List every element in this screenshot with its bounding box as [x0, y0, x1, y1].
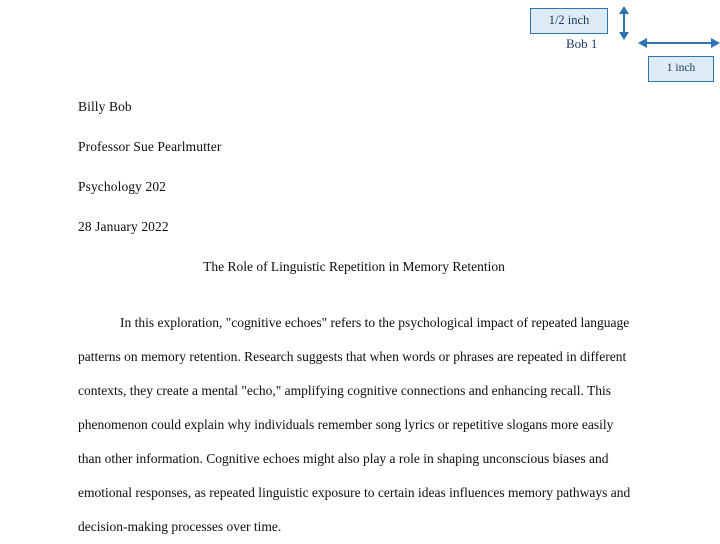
running-head: Bob 1: [566, 36, 598, 51]
callout-half-inch: 1/2 inch: [530, 8, 608, 34]
horizontal-double-arrow-icon: [638, 34, 720, 52]
callout-one-inch: 1 inch: [648, 56, 714, 82]
body-paragraph[interactable]: [78, 306, 636, 544]
heading-line-date: 28 January 2022: [78, 219, 169, 234]
heading-line-course: Psychology 202: [78, 179, 167, 194]
body-paragraph-text: In this exploration, "cognitive echoes" refers to the psychological impact of repeated language patterns on memory retention. Research suggests that when words or phrases are repeated in different contexts, they create a mental "echo," amplifying cognitive connections and enhancing recall. This phenomenon could explain why individuals remember song lyrics or repetitive slogans more easily than other information. Cognitive echoes might also play a role in shaping unconscious biases and emotional responses, as repeated linguistic exposure to certain ideas influences memory pathways and decision-making processes over time.: [78, 315, 631, 534]
heading-line-instructor: Professor Sue Pearlmutter: [78, 139, 222, 154]
vertical-double-arrow-icon: [614, 6, 634, 40]
heading-line-student-name: Billy Bob: [78, 99, 132, 114]
document-title: The Role of Linguistic Repetition in Memory Retention: [203, 259, 505, 274]
